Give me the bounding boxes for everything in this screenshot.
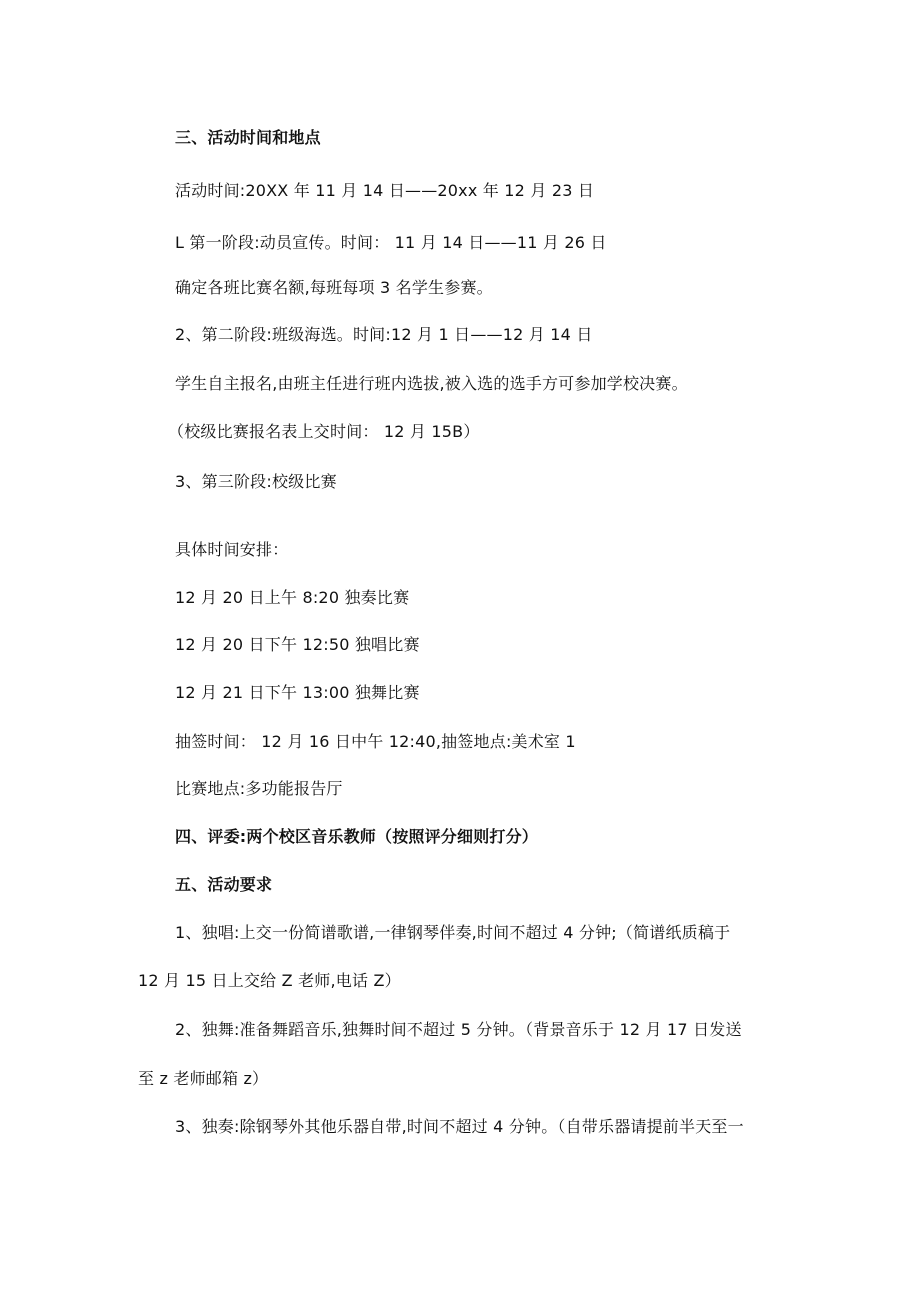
requirement-1-line-b: 12 月 15 日上交给 Z 老师,电话 Z） (138, 971, 401, 990)
stage-1-description: 确定各班比赛名额,每班每项 3 名学生参赛。 (175, 278, 493, 297)
requirement-2-line-b: 至 z 老师邮箱 z） (138, 1069, 269, 1088)
stage-2-line: 2、第二阶段:班级海选。时间:12 月 1 日——12 月 14 日 (175, 325, 593, 344)
activity-time-line: 活动时间:20XX 年 11 月 14 日——20xx 年 12 月 23 日 (175, 181, 595, 200)
requirement-1-line-a: 1、独唱:上交一份简谱歌谱,一律钢琴伴奏,时间不超过 4 分钟;（简谱纸质稿于 (175, 923, 731, 942)
schedule-item: 12 月 20 日下午 12:50 独唱比赛 (175, 635, 420, 654)
stage-3-line: 3、第三阶段:校级比赛 (175, 472, 337, 491)
section-heading-3: 三、活动时间和地点 (175, 128, 321, 147)
schedule-item: 12 月 21 日下午 13:00 独舞比赛 (175, 683, 420, 702)
draw-info-line: 抽签时间： 12 月 16 日中午 12:40,抽签地点:美术室 1 (175, 732, 576, 751)
requirement-2-line-a: 2、独舞:准备舞蹈音乐,独舞时间不超过 5 分钟。（背景音乐于 12 月 17 日发送 (175, 1020, 742, 1039)
requirement-3-line-a: 3、独奏:除钢琴外其他乐器自带,时间不超过 4 分钟。（自带乐器请提前半天至一 (175, 1117, 744, 1136)
section-heading-5: 五、活动要求 (175, 875, 273, 894)
venue-line: 比赛地点:多功能报告厅 (175, 779, 343, 798)
stage-2-note: （校级比赛报名表上交时间： 12 月 15B） (168, 422, 480, 441)
schedule-title: 具体时间安排： (175, 540, 289, 559)
schedule-item: 12 月 20 日上午 8:20 独奏比赛 (175, 588, 410, 607)
section-heading-4: 四、评委:两个校区音乐教师（按照评分细则打分） (175, 827, 538, 846)
stage-1-line: L 第一阶段:动员宣传。时间： 11 月 14 日——11 月 26 日 (175, 233, 607, 252)
stage-2-description: 学生自主报名,由班主任进行班内选拔,被入选的选手方可参加学校决赛。 (175, 374, 688, 393)
